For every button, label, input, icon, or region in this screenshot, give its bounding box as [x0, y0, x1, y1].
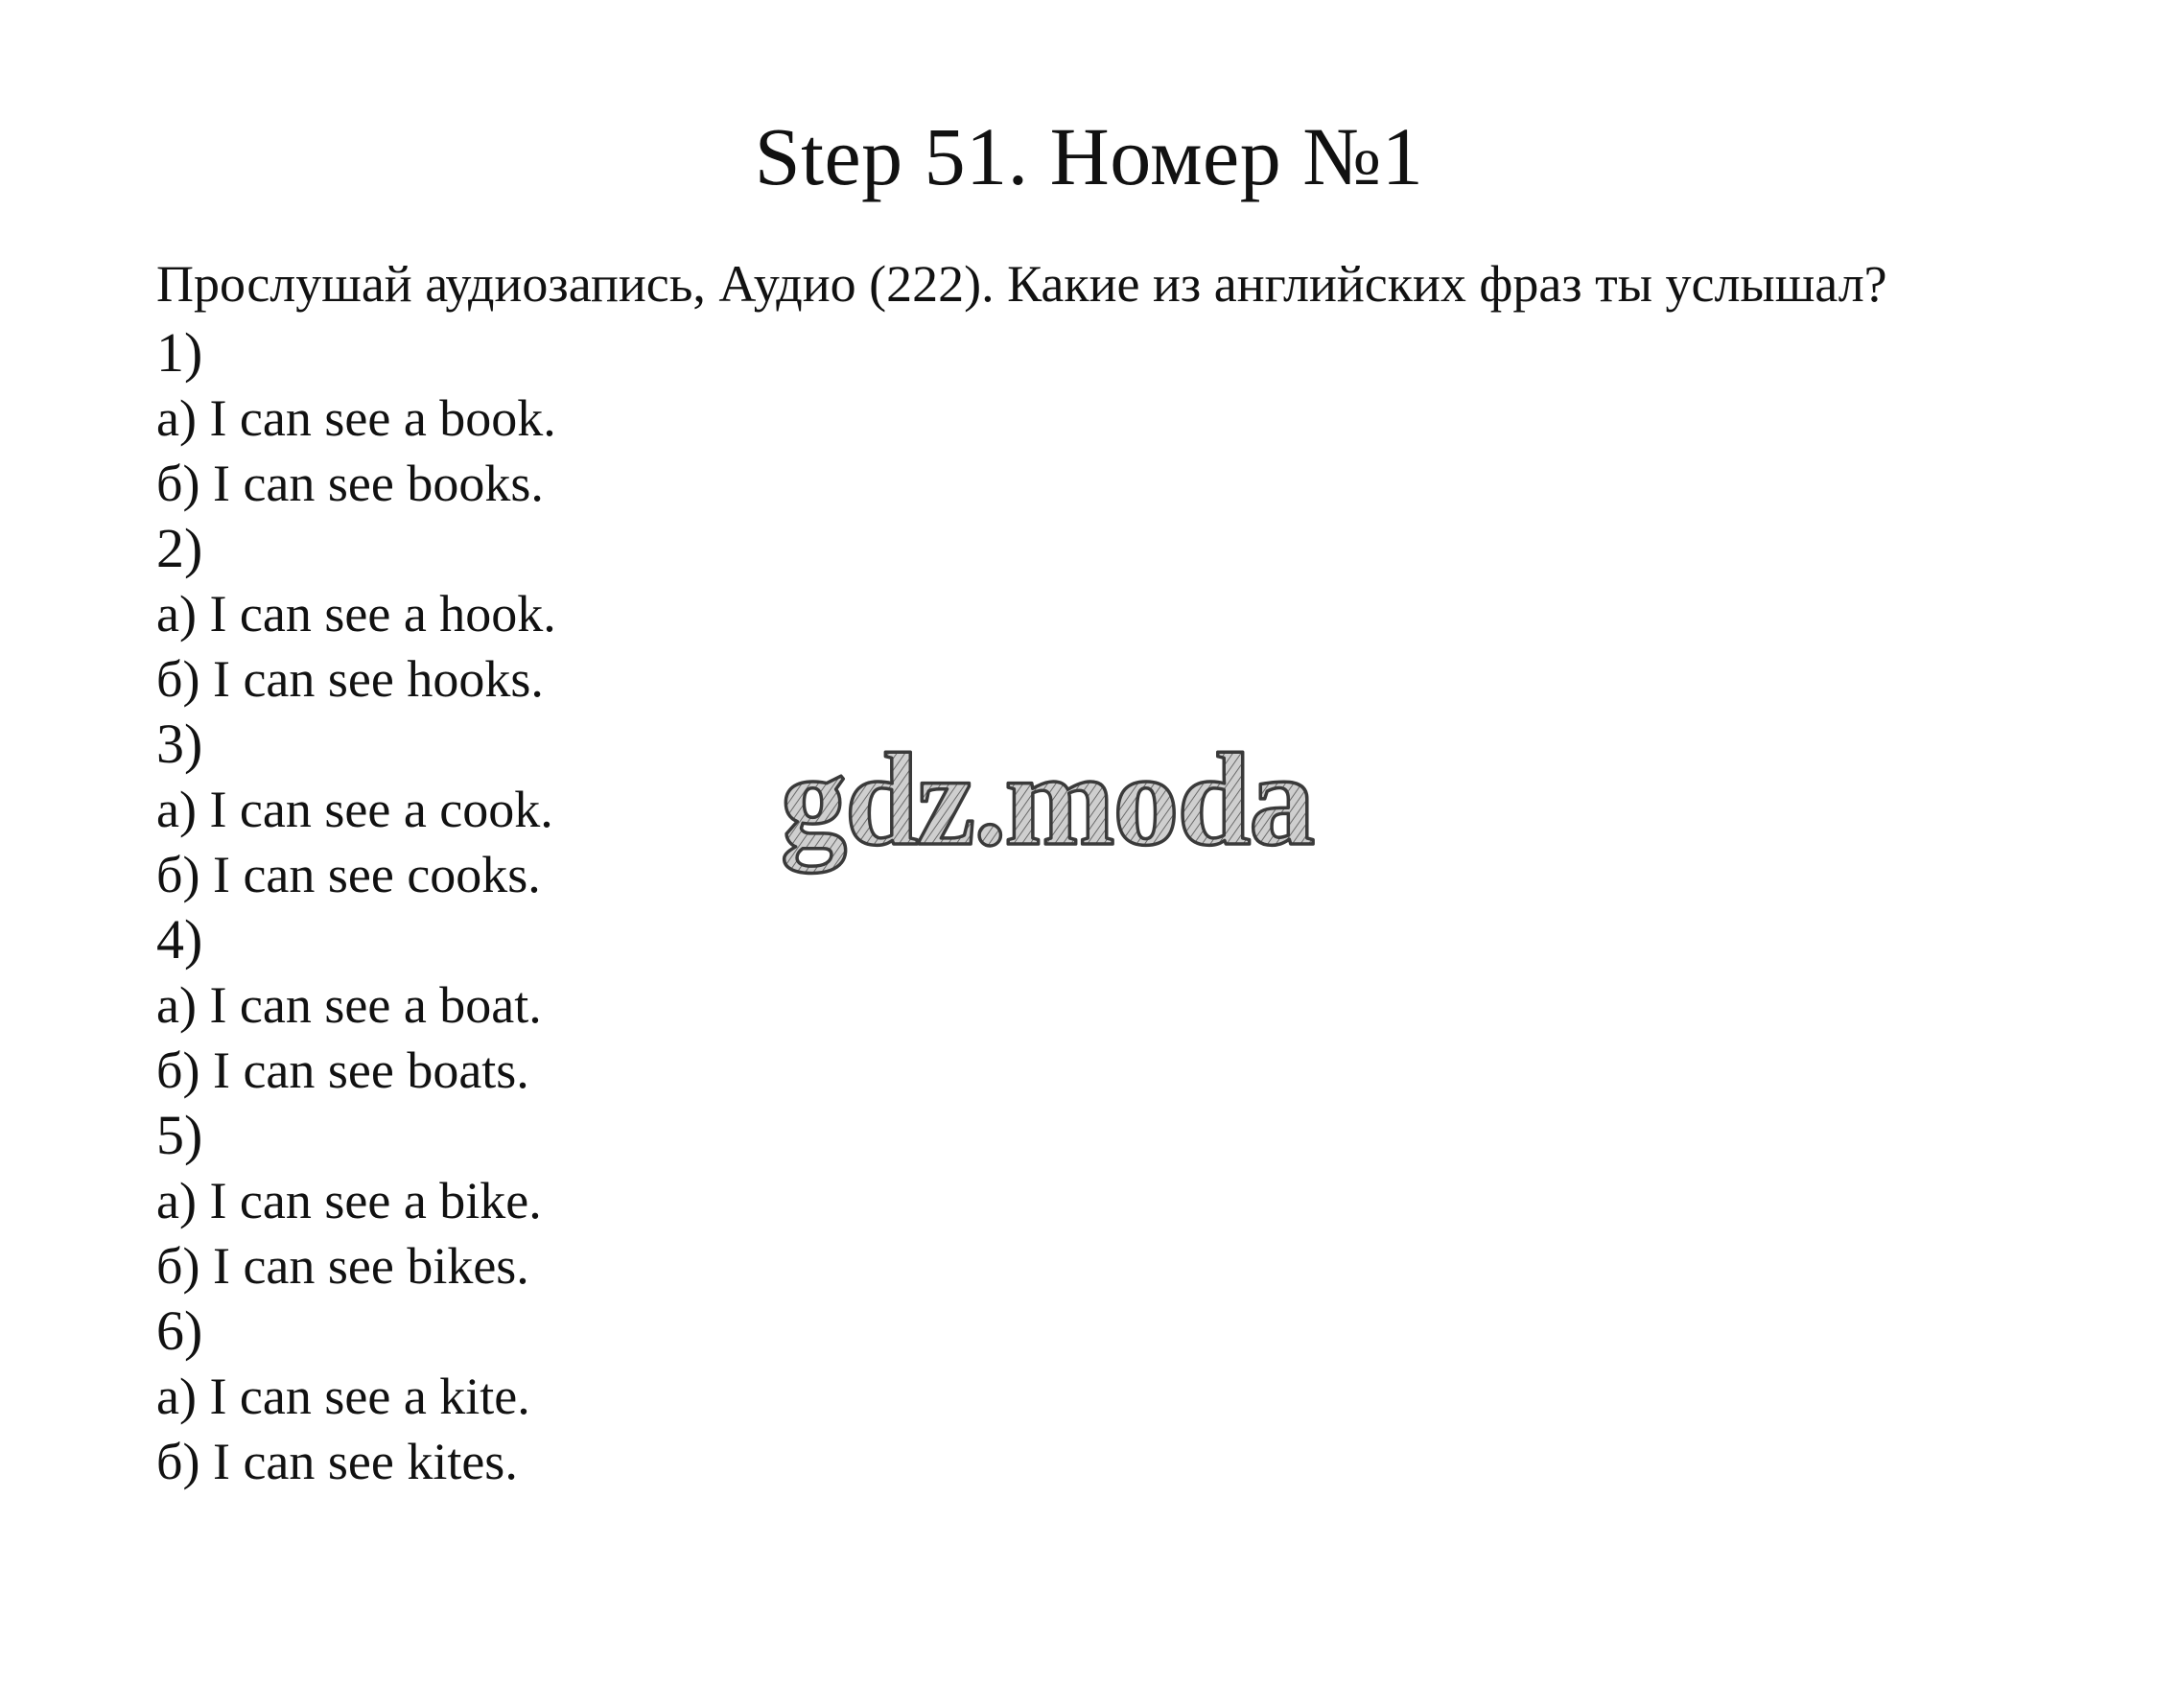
instruction-text: Прослушай аудиозапись, Аудио (222). Какие из английских фраз ты услышал?	[156, 255, 1887, 313]
exercise-number: 4)	[156, 908, 203, 971]
exercise-item	[156, 907, 556, 1103]
exercise-item	[156, 1103, 556, 1299]
exercise-list	[156, 320, 556, 1494]
option-a: а) I can see a boat.	[156, 976, 542, 1034]
exercise-number: 5)	[156, 1104, 203, 1166]
watermark-text: gdz.moda	[781, 726, 1314, 873]
exercise-number: 6)	[156, 1299, 203, 1362]
exercise-number: 1)	[156, 321, 203, 384]
exercise-item	[156, 516, 556, 712]
option-a: а) I can see a hook.	[156, 585, 556, 643]
option-b: б) I can see books.	[156, 455, 544, 512]
option-b: б) I can see bikes.	[156, 1237, 529, 1295]
option-a: а) I can see a book.	[156, 389, 556, 447]
page-title: Step 51. Номер №1	[754, 110, 1424, 202]
exercise-item	[156, 320, 556, 516]
exercise-item	[156, 712, 556, 907]
exercise-number: 2)	[156, 517, 203, 579]
option-b: б) I can see kites.	[156, 1433, 518, 1490]
option-b: б) I can see hooks.	[156, 650, 544, 708]
option-b: б) I can see boats.	[156, 1041, 529, 1099]
option-a: а) I can see a cook.	[156, 781, 553, 838]
option-b: б) I can see cooks.	[156, 846, 541, 903]
watermark-logo	[777, 726, 1410, 880]
exercise-item	[156, 1299, 556, 1494]
option-a: а) I can see a kite.	[156, 1368, 530, 1425]
option-a: а) I can see a bike.	[156, 1172, 542, 1229]
exercise-number: 3)	[156, 713, 203, 775]
